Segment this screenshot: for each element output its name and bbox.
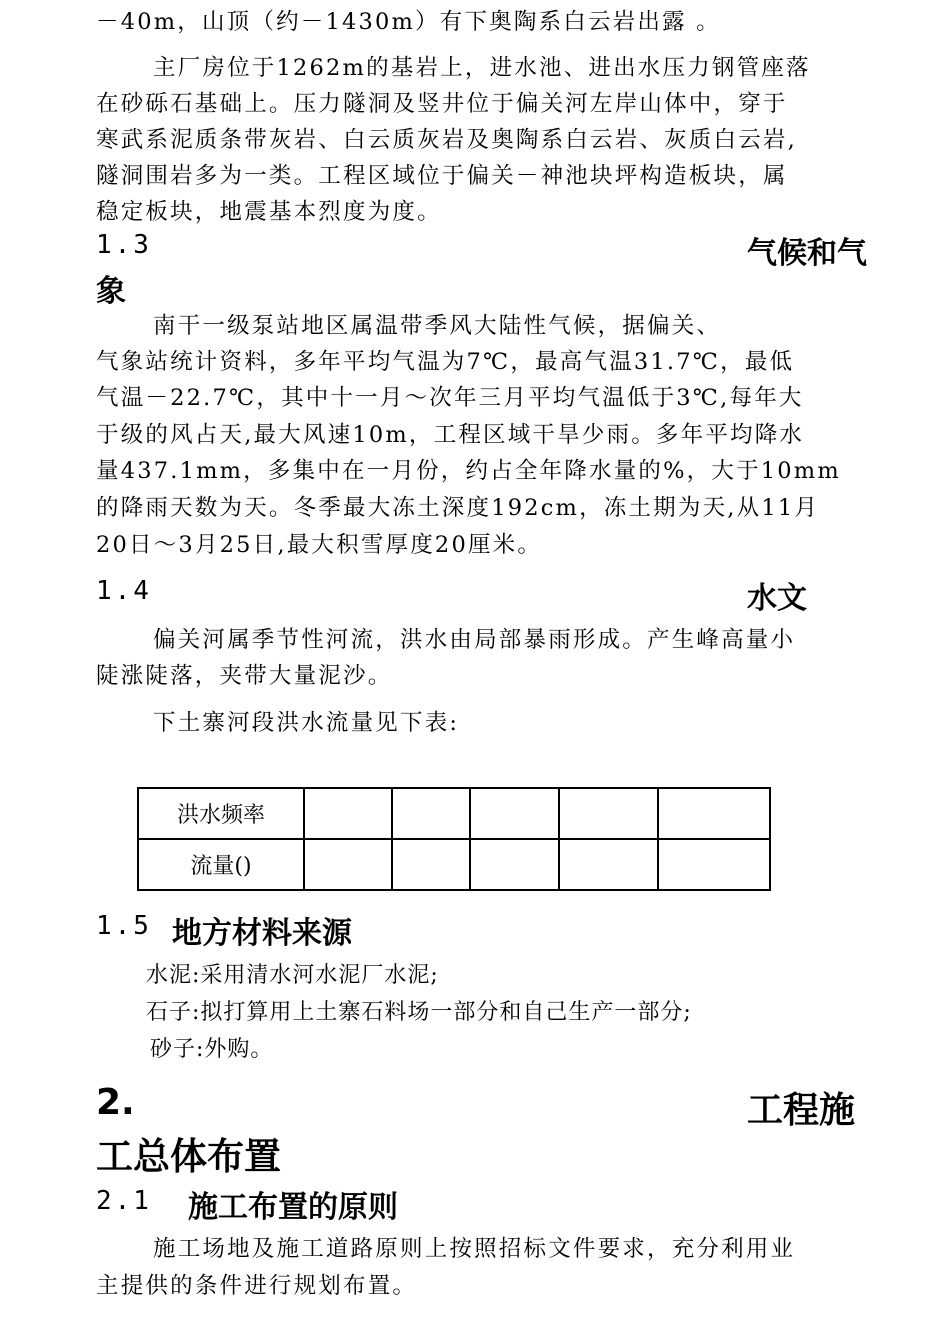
table-cell: [470, 788, 559, 839]
heading-1-3-title-cont: 象: [96, 274, 126, 309]
heading-2-1-number: 2.1: [96, 1186, 152, 1216]
table-row: [138, 788, 770, 839]
heading-2-title: 工程施: [747, 1090, 856, 1131]
table-cell: [304, 788, 392, 839]
heading-1-5-title: 地方材料来源: [172, 916, 352, 951]
heading-2-1-title: 施工布置的原则: [188, 1190, 398, 1225]
table-cell: [658, 788, 770, 839]
paragraph-line: 稳定板块，地震基本烈度为度。: [96, 199, 442, 225]
heading-1-5-number: 1.5: [96, 911, 152, 941]
table-cell: [559, 788, 658, 839]
table-cell: [304, 839, 392, 890]
flood-flow-table: [137, 787, 771, 891]
paragraph-line: 的降雨天数为天。冬季最大冻土深度192cm，冻土期为天,从11月: [96, 495, 820, 521]
table-cell: [470, 839, 559, 890]
paragraph-line: 主提供的条件进行规划布置。: [96, 1273, 418, 1299]
paragraph-line: 偏关河属季节性河流，洪水由局部暴雨形成。产生峰高量小: [153, 627, 796, 653]
table-row: [138, 839, 770, 890]
table-cell-label: 洪水频率: [138, 788, 304, 839]
paragraph-line: 施工场地及施工道路原则上按照招标文件要求，充分利用业: [153, 1236, 796, 1262]
paragraph-line: 气温－22.7℃，其中十一月～次年三月平均气温低于3℃,每年大: [96, 385, 804, 411]
paragraph-line: －40m，山顶（约－1430m）有下奥陶系白云岩出露 。: [96, 9, 721, 35]
material-item-cement: 水泥:采用清水河水泥厂水泥;: [146, 963, 439, 988]
heading-1-3-number: 1.3: [96, 230, 152, 260]
heading-1-4-number: 1.4: [96, 576, 152, 606]
paragraph-line: 主厂房位于1262m的基岩上，进水池、进出水压力钢管座落: [153, 55, 811, 81]
paragraph-line: 在砂砾石基础上。压力隧洞及竖井位于偏关河左岸山体中，穿于: [96, 91, 788, 117]
material-item-stone: 石子:拟打算用上土寨石料场一部分和自己生产一部分;: [146, 1000, 692, 1025]
paragraph-line: 南干一级泵站地区属温带季风大陆性气候，据偏关、: [153, 313, 722, 339]
table-cell: [658, 839, 770, 890]
paragraph-line: 陡涨陡落，夹带大量泥沙。: [96, 663, 393, 689]
paragraph-line: 气象站统计资料，多年平均气温为7℃，最高气温31.7℃，最低: [96, 349, 795, 375]
heading-2-title-cont: 工总体布置: [96, 1135, 281, 1178]
heading-2-number: 2.: [96, 1082, 135, 1123]
paragraph-line: 寒武系泥质条带灰岩、白云质灰岩及奥陶系白云岩、灰质白云岩,: [96, 127, 797, 153]
paragraph-line: 下土寨河段洪水流量见下表:: [153, 710, 460, 736]
heading-1-3-title: 气候和气: [747, 236, 867, 271]
heading-1-4-title: 水文: [747, 581, 807, 616]
table-cell: [559, 839, 658, 890]
paragraph-line: 量437.1mm，多集中在一月份，约占全年降水量的%，大于10mm: [96, 458, 841, 484]
material-item-sand: 砂子:外购。: [150, 1037, 274, 1062]
paragraph-line: 隧洞围岩多为一类。工程区域位于偏关－神池块坪构造板块，属: [96, 163, 788, 189]
paragraph-line: 20日～3月25日,最大积雪厚度20厘米。: [96, 532, 543, 558]
table-cell-label: 流量(): [138, 839, 304, 890]
table-cell: [392, 839, 470, 890]
paragraph-line: 于级的风占天,最大风速10m，工程区域干旱少雨。多年平均降水: [96, 422, 805, 448]
table-cell: [392, 788, 470, 839]
